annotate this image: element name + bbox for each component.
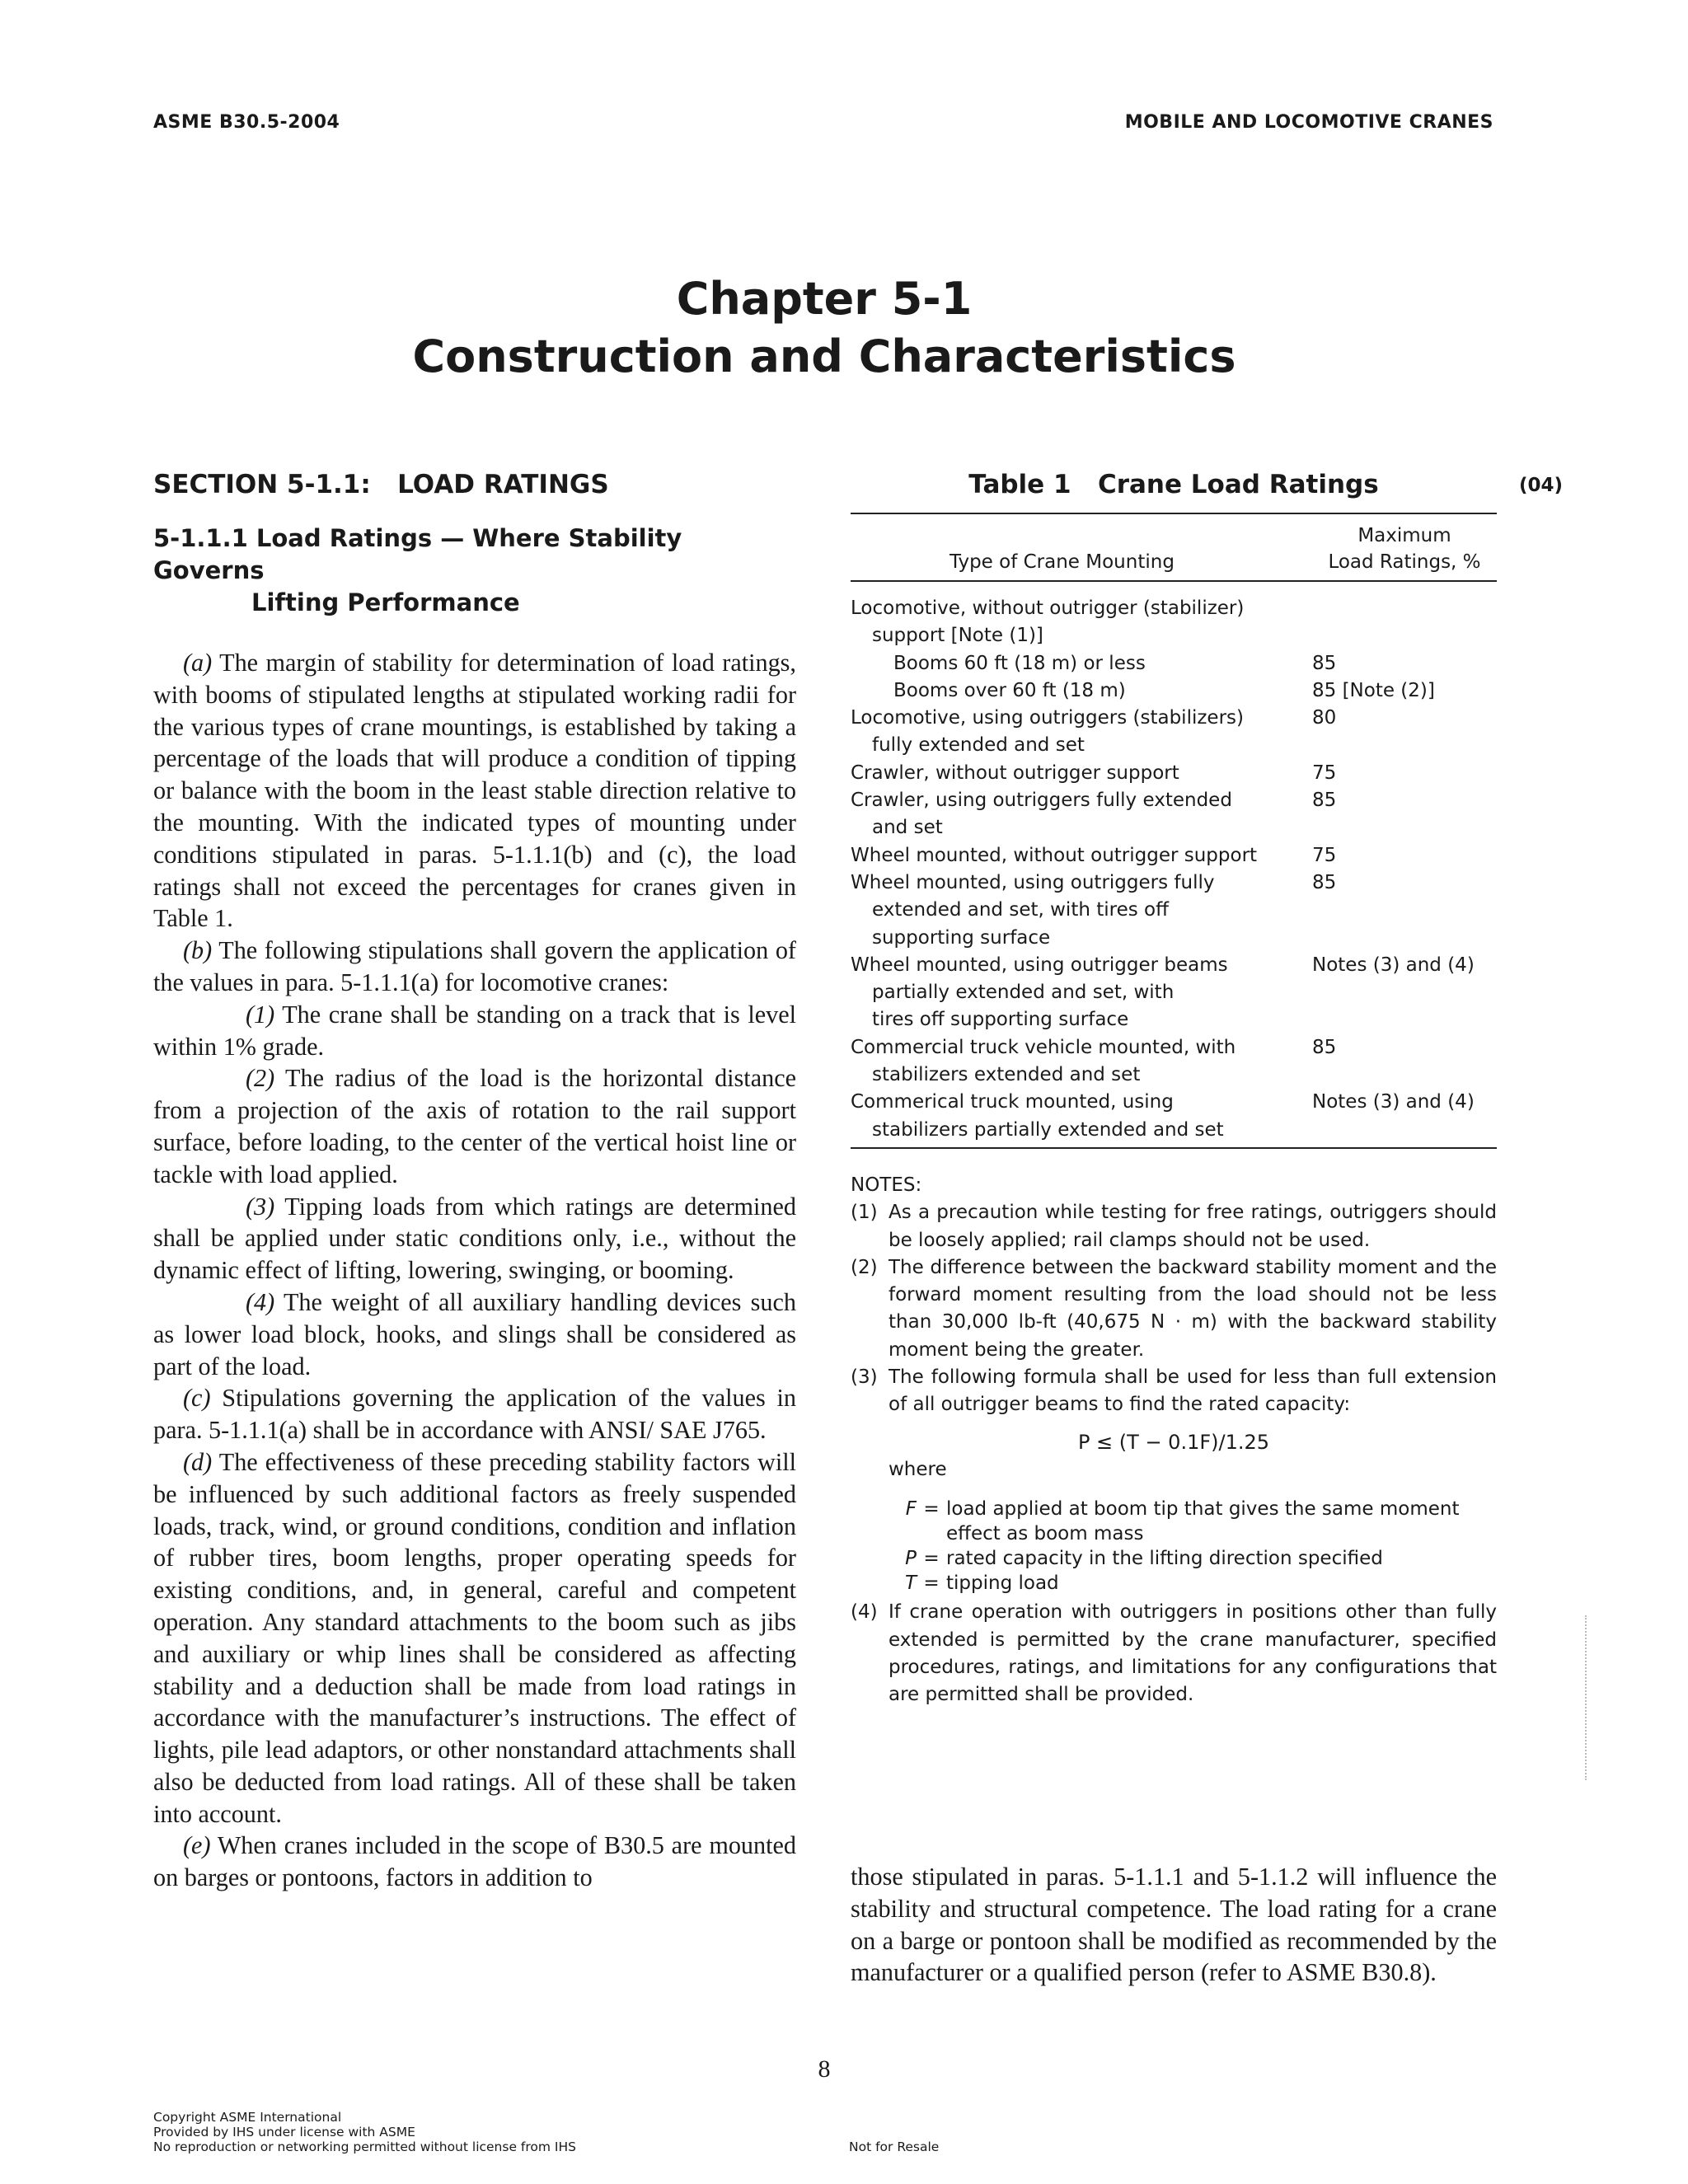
chapter-name: Construction and Characteristics bbox=[412, 330, 1236, 382]
running-header-right: MOBILE AND LOCOMOTIVE CRANES bbox=[1124, 112, 1493, 133]
formula-definition: P = rated capacity in the lifting direction specified bbox=[905, 1548, 1383, 1570]
mounting-cell: Crawler, using outriggers fully extended and set bbox=[851, 790, 1232, 839]
copyright-footer: Copyright ASME International Provided by IHS under license with ASME No reproduction or networking permitted without license from IHS bbox=[153, 2110, 576, 2154]
mounting-cell: Commercial truck vehicle mounted, with stabilizers extended and set bbox=[851, 1036, 1236, 1086]
table-body bbox=[851, 582, 1497, 1147]
note-2: (2) The difference between the backward stability moment and the forward moment resulting from the load should not be less than 30,000 lb-ft (40,675 N · m) with the backward stability moment being the greater. bbox=[851, 1256, 1497, 1361]
table-row bbox=[851, 842, 1497, 869]
table-title: Table 1 Crane Load Ratings (04) bbox=[968, 470, 1563, 499]
mounting-cell: Locomotive, without outrigger (stabilizer) support [Note (1)] bbox=[851, 598, 1245, 647]
table-row bbox=[851, 869, 1497, 952]
mounting-cell: Locomotive, using outriggers (stabilizers) fully extended and set bbox=[851, 707, 1244, 757]
paragraph-e: (e) When cranes included in the scope of B30.5 are mounted on barges or pontoons, factors in addition to bbox=[153, 1831, 796, 1892]
table-row bbox=[851, 705, 1497, 760]
rating-cell: 75 bbox=[1312, 762, 1337, 784]
rating-cell: 75 bbox=[1312, 844, 1337, 866]
rating-cell: 85 [Note (2)] bbox=[1312, 679, 1435, 701]
paragraph-c: (c) Stipulations governing the application of the values in para. 5-1.1.1(a) shall be in accordance with ANSI/ SAE J765. bbox=[153, 1384, 796, 1445]
rating-cell bbox=[1312, 595, 1497, 650]
table-row bbox=[851, 760, 1497, 787]
where-label: where bbox=[889, 1458, 947, 1480]
rating-cell: 85 bbox=[1312, 652, 1337, 674]
table-row bbox=[851, 787, 1497, 842]
column-header-ratings: Maximum Load Ratings, % bbox=[1328, 525, 1481, 573]
chapter-title bbox=[0, 270, 1648, 386]
rating-cell: Notes (3) and (4) bbox=[1312, 954, 1475, 976]
rated-capacity-formula: P ≤ (T − 0.1F)/1.25 bbox=[1077, 1430, 1270, 1454]
page-number: 8 bbox=[818, 2055, 831, 2083]
revision-marker: (04) bbox=[1518, 475, 1563, 496]
mounting-cell: Booms 60 ft (18 m) or less bbox=[893, 652, 1146, 674]
mounting-cell: Booms over 60 ft (18 m) bbox=[893, 679, 1126, 701]
rating-cell: 85 bbox=[1312, 1036, 1337, 1058]
table-row bbox=[851, 1034, 1497, 1090]
table-bottom-rule bbox=[851, 1147, 1497, 1149]
paragraph-b4: (4) The weight of all auxiliary handling devices such as lower load block, hooks, and slings shall be considered as part of the load. bbox=[153, 1287, 796, 1380]
section-heading: SECTION 5-1.1: LOAD RATINGS bbox=[153, 470, 609, 499]
paragraph-b: (b) The following stipulations shall govern the application of the values in para. 5-1.1.1(a) for locomotive cranes: bbox=[153, 936, 796, 996]
running-header-left: ASME B30.5-2004 bbox=[153, 112, 340, 133]
table-row bbox=[851, 595, 1497, 650]
chapter-number: Chapter 5-1 bbox=[676, 273, 973, 325]
paragraph-b1: (1) The crane shall be standing on a track that is level within 1% grade. bbox=[153, 1000, 796, 1061]
mounting-cell: Wheel mounted, using outriggers fully extended and set, with tires off supporting surface bbox=[851, 871, 1215, 949]
mounting-cell: Commerical truck mounted, using stabilizers partially extended and set bbox=[851, 1091, 1224, 1141]
subsection-number: 5-1.1.1 bbox=[153, 524, 248, 552]
not-for-resale-footer: Not for Resale bbox=[849, 2139, 940, 2154]
note-4: (4) If crane operation with outriggers in positions other than fully extended is permitted by the crane manufacturer, specified procedures, ratings, and limitations for any configurations that are permitted shall be provided. bbox=[851, 1601, 1497, 1706]
mounting-cell: Crawler, without outrigger support bbox=[851, 762, 1179, 784]
note-1: (1) As a precaution while testing for free ratings, outriggers should be loosely applied; rail clamps should not be used. bbox=[851, 1202, 1497, 1251]
rating-cell: 85 bbox=[1312, 871, 1337, 893]
subsection-title-line1: Load Ratings — Where Stability Governs bbox=[153, 524, 682, 584]
table-notes bbox=[851, 1172, 1497, 1708]
paragraph-a: (a) The margin of stability for determination of load ratings, with booms of stipulated lengths at stipulated working radii for the various types of crane mountings, is established by taking a percentage of the loads that will produce a condition of tipping or balance with the boom in the least stable direction relative to the mounting. With the indicated types of mounting under conditions stipulated in paras. 5-1.1.1(b) and (c), the load ratings shall not exceed the percentages for cranes given in Table 1. bbox=[153, 649, 796, 933]
table-row bbox=[851, 650, 1497, 677]
note-3: (3) The following formula shall be used for less than full extension of all outrigger beams to find the rated capacity: bbox=[851, 1366, 1497, 1416]
mounting-cell: Wheel mounted, without outrigger support bbox=[851, 844, 1258, 866]
table-row bbox=[851, 952, 1497, 1034]
rating-cell: 80 bbox=[1312, 707, 1337, 729]
formula-definitions bbox=[851, 1497, 1497, 1596]
paragraph-d: (d) The effectiveness of these preceding stability factors will be influenced by such additional factors as freely suspended loads, track, wind, or ground conditions, condition and inflation of rubber tires, boom lengths, proper operating speeds for existing conditions, and, in general, careful and competent operation. Any standard attachments to the boom such as jibs and auxiliary or whip lines shall be considered as affecting stability and a deduction shall be made from load ratings in accordance with the manufacturer’s instructions. The effect of lights, pile lead adaptors, or other nonstandard attachments shall also be deducted from load ratings. All of these shall be taken into account. bbox=[153, 1447, 796, 1828]
subsection-title-line2: Lifting Performance bbox=[251, 588, 520, 616]
column-header-mounting: Type of Crane Mounting bbox=[950, 551, 1175, 573]
formula-definition: F = load applied at boom tip that gives the same moment effect as boom mass bbox=[905, 1498, 1460, 1545]
body-text bbox=[153, 647, 796, 1894]
rating-cell: 85 bbox=[1312, 790, 1337, 812]
table-header bbox=[851, 514, 1497, 580]
table-row bbox=[851, 1089, 1497, 1144]
table-row bbox=[851, 677, 1497, 705]
scan-edge-marks bbox=[1585, 1615, 1588, 1780]
formula-definition: T = tipping load bbox=[904, 1572, 1059, 1595]
paragraph-b3: (3) Tipping loads from which ratings are determined shall be applied under static conditions only, i.e., without the dynamic effect of lifting, lowering, swinging, or booming. bbox=[153, 1192, 796, 1285]
left-column bbox=[153, 470, 796, 1894]
rating-cell: Notes (3) and (4) bbox=[1312, 1091, 1475, 1113]
paragraph-b2: (2) The radius of the load is the horizontal distance from a projection of the axis of rotation to the rail support surface, before loading, to the center of the vertical hoist line or tackle with load applied. bbox=[153, 1064, 796, 1188]
mounting-cell: Wheel mounted, using outrigger beams partially extended and set, with tires off supporting surface bbox=[851, 954, 1228, 1031]
paragraph-e-continued: those stipulated in paras. 5-1.1.1 and 5-1.1.2 will influence the stability and structural competence. The load rating for a crane on a barge or pontoon shall be modified as recommended by the manufacturer or a qualified person (refer to ASME B30.8). bbox=[851, 1863, 1497, 1987]
notes-heading: NOTES: bbox=[851, 1174, 922, 1196]
subsection-heading bbox=[153, 523, 796, 619]
right-column bbox=[851, 470, 1563, 1708]
